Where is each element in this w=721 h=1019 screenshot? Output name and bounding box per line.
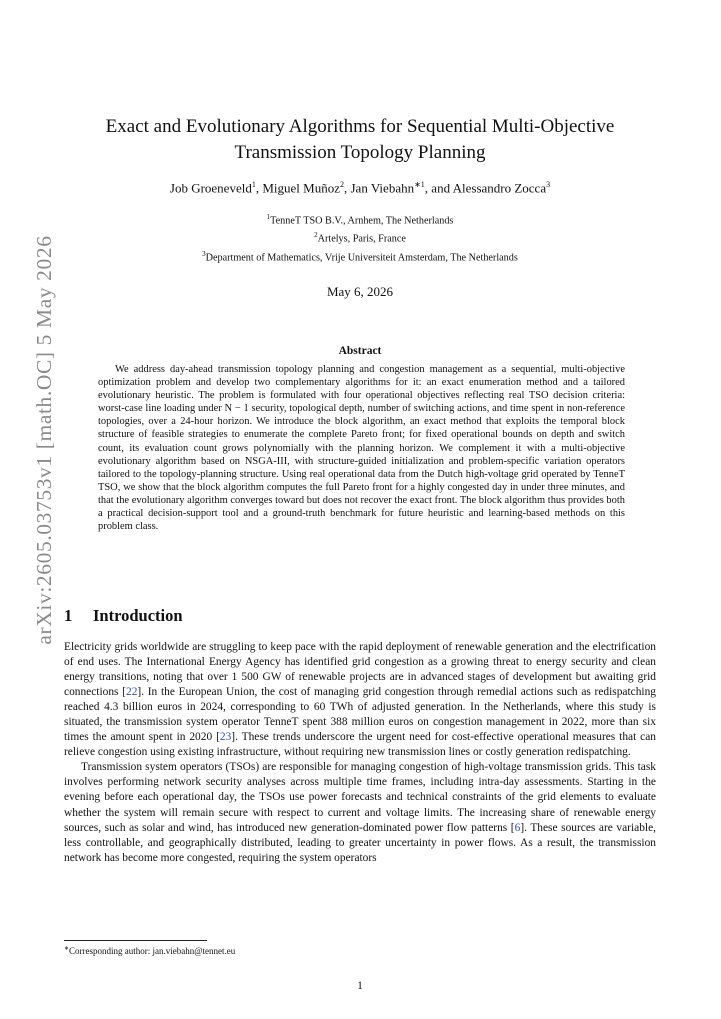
abstract-text: We address day-ahead transmission topology planning and congestion management as a sequential, multi-objective optimization problem and develop two complementary algorithms for it: an exact enumeration method and a tailored evolutionary heuristic. The problem is formulated with four operational objectives reflecting real TSO decision criteria: worst-case line loading under N − 1 security, topological depth, number of switching actions, and time spent in non-reference topologies, over a 24-hour horizon. We introduce the block algorithm, an exact method that exploits the temporal block structure of feasible strategies to enumerate the complete Pareto front; for fixed operational bounds on depth and switch count, its evaluation count grows polynomially with the planning horizon. We complement it with a multi-objective evolutionary algorithm based on NSGA-III, with structure-guided initialization and problem-specific variation operators tailored to the topology-planning structure. Using real operational data from the Dutch high-voltage grid operated by TenneT TSO, we show that the block algorithm computes the full Pareto front for a highly congested day in under three minutes, and that the evolutionary algorithm converges toward but does not recover the exact front. The block algorithm thus provides both a practical decision-support tool and a ground-truth benchmark for future heuristic and learning-based methods on this problem class.: [98, 364, 625, 533]
affiliation-mark: 2: [314, 231, 318, 240]
paper-title: [60, 114, 660, 166]
body-text: [64, 640, 656, 866]
author-affiliation-mark: ∗1: [414, 180, 425, 189]
affiliation-list: [60, 210, 660, 265]
author-name: Job Groeneveld: [169, 180, 252, 196]
section-title: Introduction: [93, 606, 183, 625]
author-affiliation-mark: 1: [251, 180, 256, 189]
author-name: Alessandro Zocca: [452, 180, 547, 196]
arxiv-identifier-stamp: arXiv:2605.03753v1 [math.OC] 5 May 2026: [32, 235, 56, 645]
author-list: Job Groeneveld$^1$, Miguel Muñoz$^2$, Jan Viebahn$^{∗1}$, and Alessandro Zocca$^3$: [169, 180, 551, 196]
paragraph-text: ]. In the European Union, the cost of managing grid congestion through remedial actions such as redispatching reached 4.3 billion euros in 2024, corresponding to 60 TWh of adjusted generation. In the Netherlands, where this study is situated, the transmission system operator TenneT spent 388 million euros on congestion management in 2022, more than six times the amount spent in 2020 [: [64, 686, 656, 744]
author-affiliation-mark: 3: [546, 180, 551, 189]
paragraph: [64, 640, 656, 760]
affiliation-item: [60, 228, 660, 246]
affiliation-text: Artelys, Paris, France: [317, 233, 406, 245]
paragraph-text: ]. These trends underscore the urgent need for cost-effective operational measures that can relieve congestion using existing infrastructure, without requiring new transmission lines or costly generation redispatching.: [64, 731, 656, 759]
page-number: 1: [357, 980, 363, 992]
footnote: [64, 945, 656, 956]
author-affiliation-mark: 2: [339, 180, 344, 189]
paragraph-text: Electricity grids worldwide are struggling to keep pace with the rapid deployment of renewable generation and the electrification of end uses. The International Energy Agency has identified grid congestion as a growing threat to energy security and clean energy transitions, noting that over 1 500 GW of renewable projects are in advanced stages of development but awaiting grid connections [: [64, 641, 656, 699]
affiliation-item: [60, 210, 660, 228]
affiliation-mark: 3: [202, 249, 206, 258]
citation-link[interactable]: 6: [514, 821, 521, 834]
abstract-heading: Abstract: [338, 345, 382, 357]
title-line-2: Transmission Topology Planning: [234, 142, 486, 163]
citation-link[interactable]: 22: [126, 686, 138, 699]
paragraph-text: ]. These sources are variable, less controllable, and geographically distributed, leading to greater uncertainty in power flows. As a result, the transmission network has become more congested, requiring the system operators: [64, 821, 656, 864]
affiliation-text: TenneT TSO B.V., Arnhem, The Netherlands: [270, 215, 454, 227]
affiliation-text: Department of Mathematics, Vrije Universiteit Amsterdam, The Netherlands: [205, 252, 518, 264]
footnote-mark: ∗: [64, 946, 70, 952]
paragraph-text: Transmission system operators (TSOs) are responsible for managing congestion of high-voltage transmission grids. This task involves performing network security analyses across multiple time frames, including intra-day assessments. Starting in the evening before each operational day, the TSOs use power forecasts and technical constraints of the grid elements to evaluate whether the system will remain secure with respect to current and voltage limits. The increasing share of renewable energy sources, such as solar and wind, has introduced new generation-dominated power flow patterns [: [64, 761, 656, 834]
author-name: Miguel Muñoz: [262, 180, 340, 196]
section-heading: [64, 606, 664, 626]
title-line-1: Exact and Evolutionary Algorithms for Sequential Multi-Objective: [105, 116, 615, 137]
author-name: Jan Viebahn: [350, 180, 415, 196]
paragraph: [64, 760, 656, 865]
citation-link[interactable]: 23: [219, 731, 232, 744]
footnote-text: Corresponding author: jan.viebahn@tennet.eu: [69, 946, 236, 956]
section-number: 1: [64, 606, 73, 625]
publication-date: May 6, 2026: [326, 284, 394, 299]
affiliation-mark: 1: [266, 213, 271, 221]
affiliation-item: [60, 247, 660, 265]
footnote-divider: [64, 940, 207, 941]
